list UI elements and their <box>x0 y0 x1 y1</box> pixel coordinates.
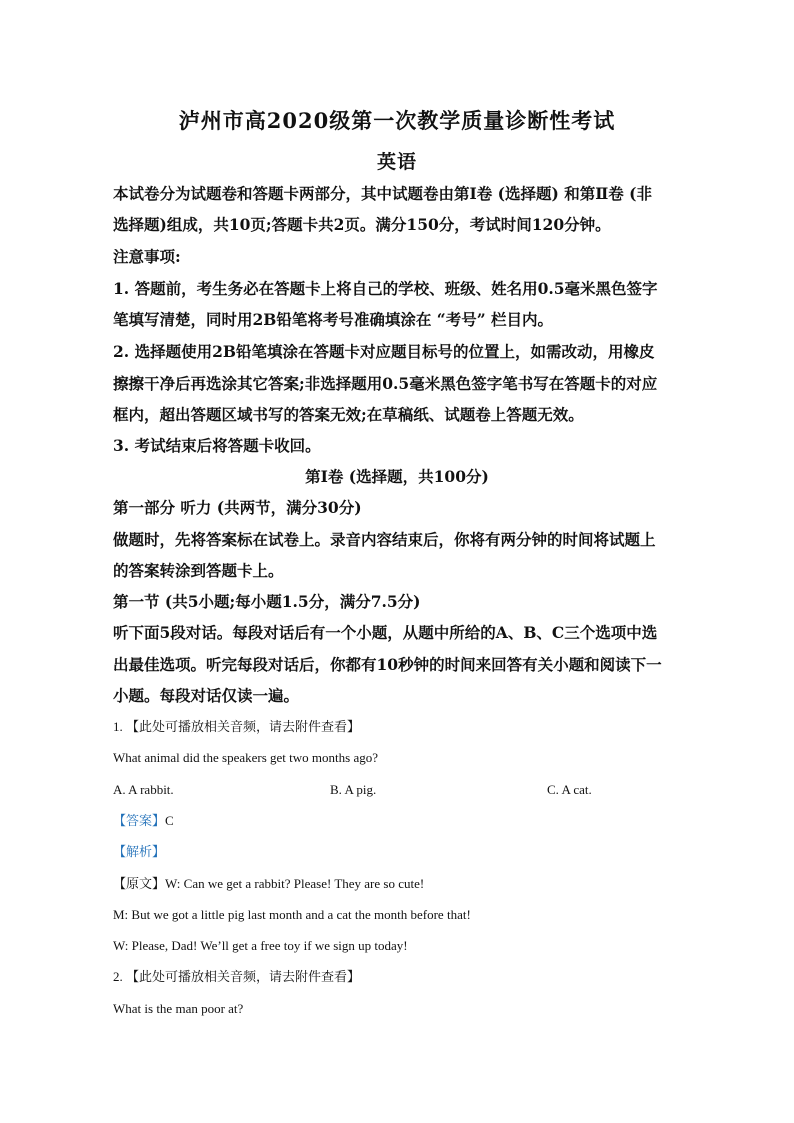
sub1-desc-line-1: 听下面5段对话。每段对话后有一个小题，从题中所给的A、B、C三个选项中选 <box>113 623 658 642</box>
answer-tag: 【答案】 <box>113 813 166 828</box>
notes-heading: 注意事项: <box>113 247 181 266</box>
intro-line-2: 选择题)组成，共10页;答题卡共2页。满分150分，考试时间120分钟。 <box>113 215 611 234</box>
note-2-line-1: 2. 选择题使用2B铅笔填涂在答题卡对应题目标号的位置上，如需改动，用橡皮 <box>113 342 655 361</box>
transcript-text: W: Can we get a rabbit? Please! They are so cute! <box>165 876 425 891</box>
sub1-desc-line-3: 小题。每段对话仅读一遍。 <box>113 686 300 705</box>
q1-analysis-line <box>113 843 165 861</box>
q1-transcript-line-1 <box>113 875 424 893</box>
q2-question: What is the man poor at? <box>113 1001 244 1016</box>
volume-heading: 第Ⅰ卷 (选择题，共100分) <box>305 467 489 486</box>
note-1-line-2: 笔填写清楚，同时用2B铅笔将考号准确填涂在 “考号” 栏目内。 <box>113 310 554 329</box>
transcript-tag: 【原文】 <box>113 876 166 891</box>
note-3: 3. 考试结束后将答题卡收回。 <box>113 436 321 455</box>
q1-question: What animal did the speakers get two months ago? <box>113 750 378 765</box>
q1-option-c: C. A cat. <box>547 782 592 797</box>
q1-option-a: A. A rabbit. <box>113 782 174 797</box>
q1-answer-line <box>113 812 174 830</box>
q1-audio-note: 1. 【此处可播放相关音频，请去附件查看】 <box>113 719 361 734</box>
analysis-tag: 【解析】 <box>113 844 166 859</box>
note-1-line-1: 1. 答题前，考生务必在答题卡上将自己的学校、班级、姓名用0.5毫米黑色签字 <box>113 279 658 298</box>
note-2-line-2: 擦擦干净后再选涂其它答案;非选择题用0.5毫米黑色签字笔书写在答题卡的对应 <box>113 374 658 393</box>
subject-title: 英语 <box>376 151 417 173</box>
q1-answer: C <box>165 813 174 828</box>
sub1-heading: 第一节 (共5小题;每小题1.5分，满分7.5分) <box>113 592 421 611</box>
q1-transcript-line-2: M: But we got a little pig last month and a cat the month before that! <box>113 907 471 922</box>
part1-desc-line-2: 的答案转涂到答题卡上。 <box>113 561 284 580</box>
intro-line-1: 本试卷分为试题卷和答题卡两部分，其中试题卷由第Ⅰ卷 (选择题) 和第Ⅱ卷 (非 <box>113 184 653 203</box>
exam-title: 泸州市高2020级第一次教学质量诊断性考试 <box>178 108 616 133</box>
part1-desc-line-1: 做题时，先将答案标在试卷上。录音内容结束后，你将有两分钟的时间将试题上 <box>113 530 656 549</box>
part1-heading: 第一部分 听力 (共两节，满分30分) <box>113 498 362 517</box>
sub1-desc-line-2: 出最佳选项。听完每段对话后，你都有10秒钟的时间来回答有关小题和阅读下一 <box>113 655 662 674</box>
q1-option-b: B. A pig. <box>330 782 377 797</box>
note-2-line-3: 框内，超出答题区域书写的答案无效;在草稿纸、试题卷上答题无效。 <box>113 405 584 424</box>
q2-audio-note: 2. 【此处可播放相关音频，请去附件查看】 <box>113 969 361 984</box>
q1-transcript-line-3: W: Please, Dad! We’ll get a free toy if we sign up today! <box>113 938 408 953</box>
